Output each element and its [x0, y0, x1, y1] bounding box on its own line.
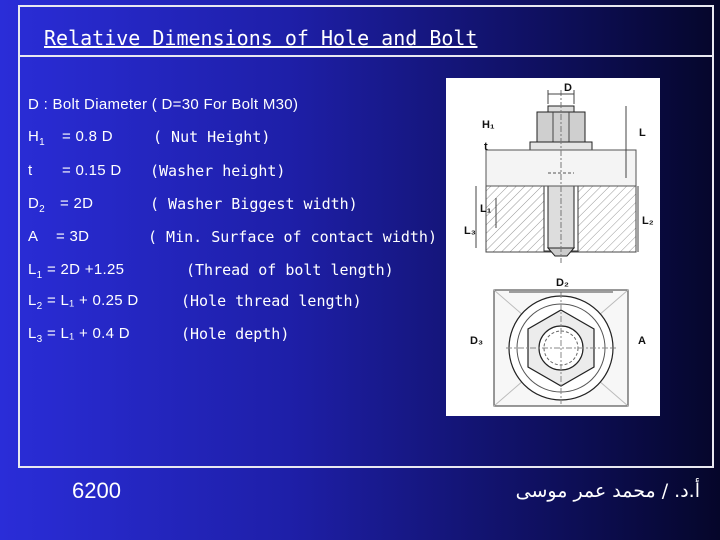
- title-divider: [18, 55, 714, 57]
- definition-d2-note: ( Washer Biggest width): [150, 195, 358, 213]
- label-l: L: [639, 127, 646, 139]
- label-t: t: [484, 141, 488, 153]
- definition-expression: = L₁ + 0.25 D: [47, 292, 139, 309]
- label-l1: L₁: [480, 203, 492, 215]
- definition-subscript: 1: [36, 270, 43, 281]
- plan-view: [494, 290, 628, 406]
- definition-expression: = L₁ + 0.4 D: [47, 325, 130, 342]
- label-d2: D₂: [556, 277, 569, 289]
- slide-title: Relative Dimensions of Hole and Bolt: [44, 26, 478, 50]
- definition-symbol: D: [28, 195, 40, 212]
- definition-subscript: 1: [39, 137, 46, 148]
- definition-a-note: ( Min. Surface of contact width): [148, 228, 437, 246]
- bolt-hole-drawing: [446, 78, 660, 416]
- definition-symbol: H: [28, 128, 40, 145]
- definition-t-expression: = 0.15 D: [62, 162, 122, 179]
- label-d3: D₃: [470, 335, 484, 347]
- definition-l2: [28, 292, 139, 312]
- definition-symbol: L: [28, 261, 37, 278]
- definition-h1-expression: = 0.8 D: [62, 128, 113, 145]
- definition-t: t: [28, 162, 33, 179]
- definition-subscript: 2: [39, 204, 46, 215]
- definition-d2-expression: = 2D: [60, 195, 94, 212]
- definition-t-note: (Washer height): [150, 162, 286, 180]
- definition-l3: [28, 325, 130, 345]
- definition-h1: [28, 128, 45, 148]
- label-l2: L₂: [642, 215, 654, 227]
- definition-expression: = 2D +1.25: [47, 261, 125, 278]
- definition-subscript: 2: [36, 301, 43, 312]
- definition-l1-note: (Thread of bolt length): [186, 261, 394, 279]
- page-number: 6200: [72, 478, 121, 503]
- definition-l2-note: (Hole thread length): [181, 292, 362, 310]
- definition-h1-note: ( Nut Height): [153, 128, 271, 146]
- definition-expression: : Bolt Diameter ( D=30 For Bolt M30): [43, 96, 299, 113]
- definition-d2: [28, 195, 45, 215]
- definition-d: [28, 96, 298, 113]
- definition-l3-note: (Hole depth): [181, 325, 290, 343]
- elevation-view: [476, 90, 638, 263]
- label-a: A: [638, 335, 646, 347]
- definition-symbol: L: [28, 325, 37, 342]
- label-d: D: [564, 82, 572, 94]
- definition-a-expression: = 3D: [56, 228, 90, 245]
- definition-l1: [28, 261, 124, 281]
- footer-divider: [18, 466, 714, 468]
- label-h1: H₁: [482, 119, 495, 131]
- label-l3: L₃: [464, 225, 476, 237]
- definition-symbol: D: [28, 96, 40, 113]
- definition-symbol: L: [28, 292, 37, 309]
- definition-subscript: 3: [36, 334, 43, 345]
- definition-a: A: [28, 228, 39, 245]
- author-credit: أ.د. / محمد عمر موسى: [515, 480, 700, 502]
